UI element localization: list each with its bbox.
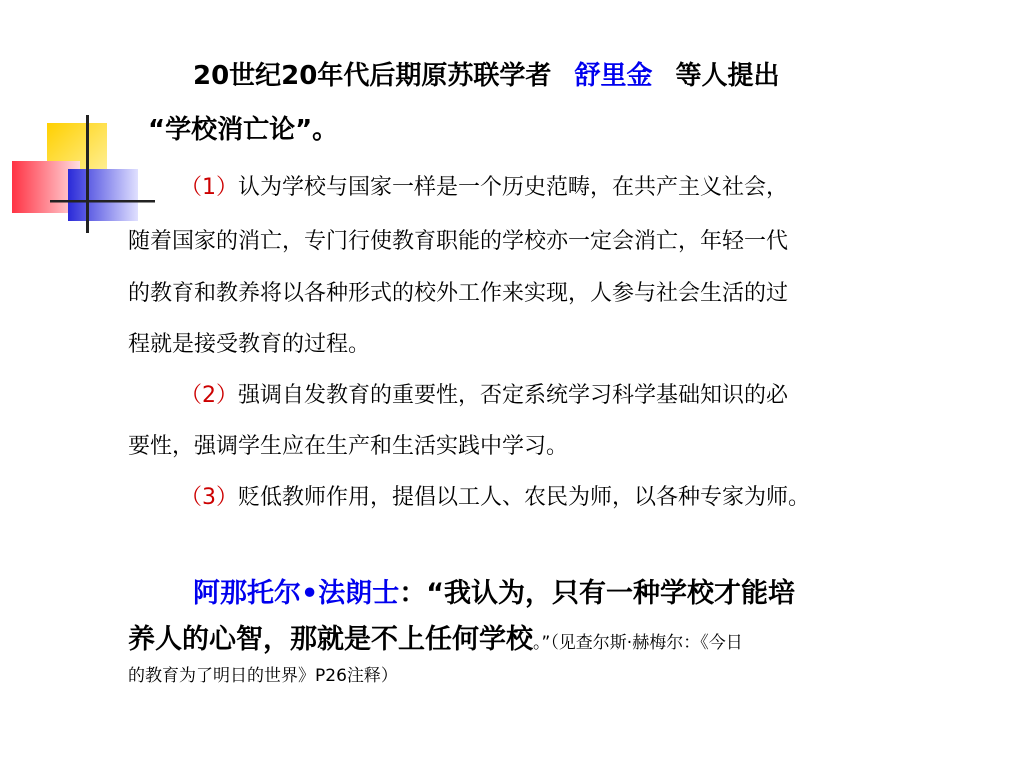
point-1-line-1 (180, 177, 788, 199)
point-text: 认为学校与国家一样是一个历史范畴，在共产主义社会， (238, 175, 789, 200)
quote-close: 。” (533, 633, 551, 653)
quote-reference: （见查尔斯·赫梅尔：《今日 (550, 633, 743, 653)
title-text-end: 等人提出 (675, 61, 780, 91)
point-1-line-2: 随着国家的消亡，专门行使教育职能的学校亦一定会消亡，年轻一代 (128, 229, 789, 254)
point-2-line-2: 要性，强调学生应在生产和生活实践中学习。 (128, 434, 569, 459)
quote-text: 养人的心智，那就是不上任何学校 (128, 624, 533, 655)
title-text: 20世纪20年代后期原苏联学者 (193, 61, 552, 91)
point-3-line-1 (180, 487, 810, 509)
point-number: （3） (180, 485, 238, 510)
title-line-2: “学校消亡论”。 (148, 115, 339, 145)
quote-line-2 (128, 626, 743, 653)
point-text: 强调自发教育的重要性，否定系统学习科学基础知识的必 (238, 383, 789, 408)
point-number: （1） (180, 175, 238, 200)
decorative-squares-graphic (0, 105, 160, 235)
point-text: 贬低教师作用，提倡以工人、农民为师，以各种专家为师。 (238, 485, 811, 510)
point-2-line-1 (180, 385, 788, 407)
quote-reference-line-2: 的教育为了明日的世界》P26注释） (128, 666, 398, 686)
quote-speaker: 阿那托尔•法朗士 (193, 578, 400, 609)
point-1-line-4: 程就是接受教育的过程。 (128, 332, 371, 357)
title-line-1 (193, 63, 780, 89)
point-number: （2） (180, 383, 238, 408)
title-person-name: 舒里金 (574, 61, 653, 91)
point-1-line-3: 的教育和教养将以各种形式的校外工作来实现，人参与社会生活的过 (128, 281, 789, 306)
quote-text: ：“我认为，只有一种学校才能培 (399, 578, 796, 609)
quote-line-1 (193, 580, 795, 607)
